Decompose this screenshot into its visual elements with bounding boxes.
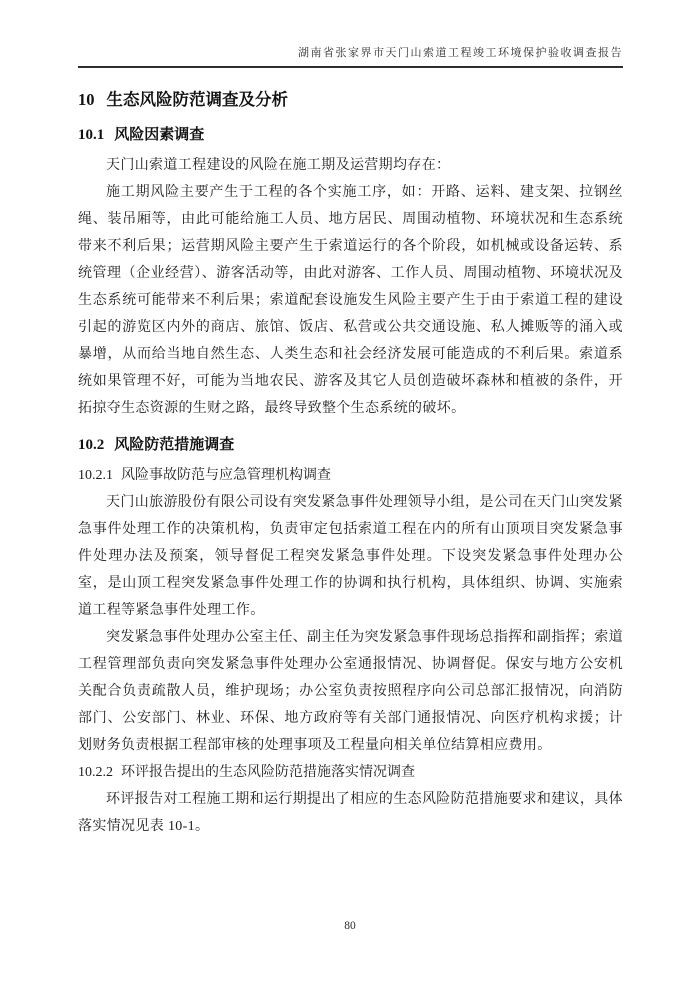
paragraph-eia-measures: 环评报告对工程施工期和运行期提出了相应的生态风险防范措施要求和建议，具体落实情况见表 10-1。 <box>78 792 623 834</box>
section-heading-10-1 <box>78 123 623 147</box>
section-heading-10-2-2 <box>78 759 623 786</box>
page-number: 80 <box>344 920 356 932</box>
running-header-title: 湖南省张家界市天门山索道工程竣工环境保护验收调查报告 <box>298 47 623 59</box>
paragraph-org-structure: 天门山旅游股份有限公司设有突发紧急事件处理领导小组，是公司在天门山突发紧急事件处理工作的决策机构，负责审定包括索道工程在内的所有山顶项目突发紧急事件处理办法及预案，领导督促工程突发紧急事件处理。下设突发紧急事件处理办公室，是山顶工程突发紧急事件处理工作的协调和执行机构，具体组织、协调、实施索道工程等紧急事件处理工作。 <box>78 495 623 618</box>
section-number: 10.2.1 <box>78 468 113 483</box>
running-header <box>78 44 623 68</box>
section-title: 风险因素调查 <box>114 126 205 143</box>
section-title: 生态风险防范调查及分析 <box>106 91 288 109</box>
section-title: 环评报告提出的生态风险防范措施落实情况调查 <box>121 765 415 780</box>
paragraph-intro: 天门山索道工程建设的风险在施工期及运营期均存在： <box>106 158 451 173</box>
paragraph-org-duties: 突发紧急事件处理办公室主任、副主任为突发紧急事件现场总指挥和副指挥；索道工程管理部负责向突发紧急事件处理办公室通报情况、协调督促。保安与地方公安机关配合负责疏散人员，维护现场；办公室负责按照程序向公司总部汇报情况，向消防部门、公安部门、林业、环保、地方政府等有关部门通报情况、向医疗机构求援；计划财务负责根据工程部审核的处理事项及工程量向相关单位结算相应费用。 <box>78 630 623 753</box>
section-title: 风险防范措施调查 <box>114 436 235 453</box>
section-heading-10-2 <box>78 433 623 457</box>
section-number: 10 <box>78 90 95 109</box>
section-heading-10 <box>78 88 623 112</box>
section-number: 10.1 <box>78 127 105 143</box>
page-footer <box>0 920 700 932</box>
paragraph-risk-description: 施工期风险主要产生于工程的各个实施工序，如：开路、运料、建支架、拉钢丝绳、装吊厢等，由此可能给施工人员、地方居民、周围动植物、环境状况和生态系统带来不利后果；运营期风险主要产生于索道运行的各个阶段，如机械或设备运转、系统管理（企业经营）、游客活动等，由此对游客、工作人员、周围动植物、环境状况及生态系统可能带来不利后果；索道配套设施发生风险主要产生于由于索道工程的建设引起的游览区内外的商店、旅馆、饭店、私营或公共交通设施、私人摊贩等的涌入或暴增，从而给当地自然生态、人类生态和社会经济发展可能造成的不利后果。索道系统如果管理不好，可能为当地农民、游客及其它人员创造破坏森林和植被的条件，开拓掠夺生态资源的生财之路，最终导致整个生态系统的破坏。 <box>78 185 623 416</box>
document-content <box>78 67 623 840</box>
section-title: 风险事故防范与应急管理机构调查 <box>121 468 331 483</box>
section-number: 10.2.2 <box>78 765 113 780</box>
section-number: 10.2 <box>78 437 105 453</box>
section-heading-10-2-1 <box>78 462 623 489</box>
